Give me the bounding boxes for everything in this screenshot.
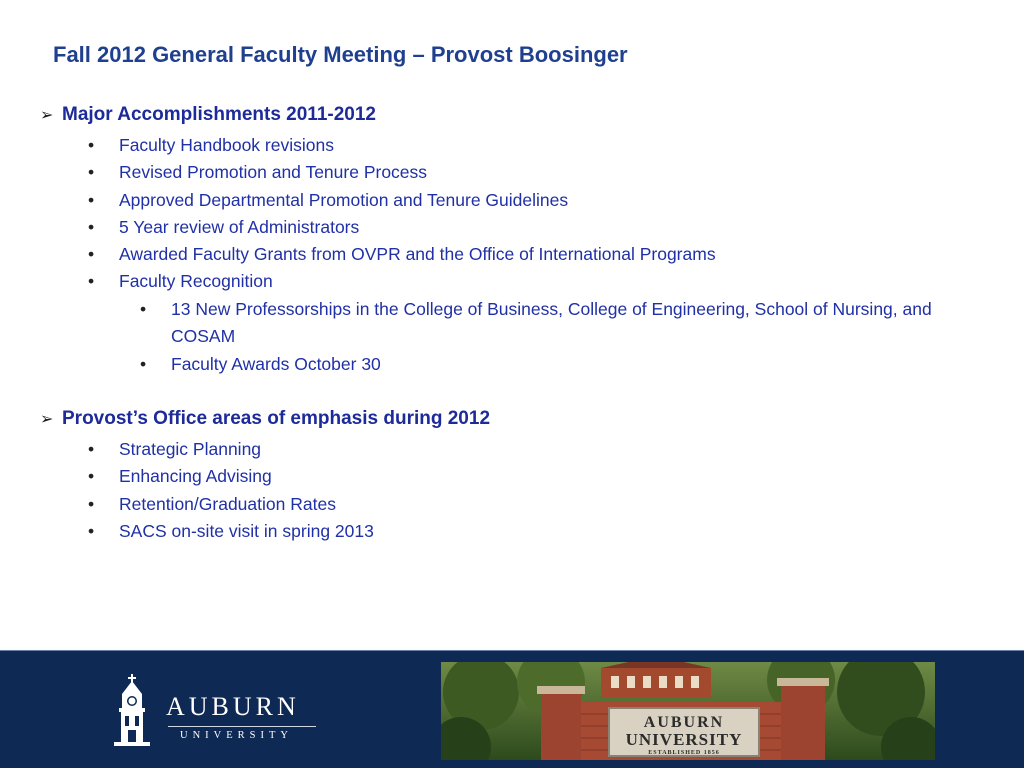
list-item: • Revised Promotion and Tenure Process: [88, 159, 716, 186]
section-heading-accomplishments: [40, 104, 376, 126]
bullet-dot-icon: •: [88, 271, 95, 292]
arrow-bullet-icon: ➢: [40, 411, 54, 428]
bullet-dot-icon: •: [140, 299, 147, 319]
accomplishments-list: [88, 132, 716, 296]
section-heading-text: Provost’s Office areas of emphasis during 2012: [62, 408, 491, 429]
logo-rule: [168, 726, 316, 727]
bullet-dot-icon: •: [88, 466, 95, 487]
list-item: • Retention/Graduation Rates: [88, 491, 374, 518]
section-heading-text: Major Accomplishments 2011-2012: [62, 104, 376, 125]
campus-sign-photo: [441, 662, 935, 760]
section-heading-emphasis: [40, 408, 490, 430]
bullet-dot-icon: •: [88, 244, 95, 265]
list-item: • SACS on-site visit in spring 2013: [88, 518, 374, 545]
logo-name: AUBURN: [166, 692, 300, 721]
bullet-dot-icon: •: [88, 135, 95, 155]
list-item: • Enhancing Advising: [88, 463, 374, 490]
sign-line-1: AUBURN: [643, 714, 725, 731]
sub-list-item: • Faculty Awards October 30: [140, 351, 960, 378]
bullet-dot-icon: •: [140, 353, 147, 374]
bullet-dot-icon: •: [88, 189, 95, 210]
bullet-dot-icon: •: [88, 439, 95, 459]
list-item: • Strategic Planning: [88, 436, 374, 463]
list-item: • 5 Year review of Administrators: [88, 214, 716, 241]
emphasis-list: [88, 436, 374, 545]
sign-line-2: UNIVERSITY: [625, 730, 743, 749]
list-item: • Faculty Handbook revisions: [88, 132, 716, 159]
sub-list-item: • 13 New Professorships in the College of Business, College of Engineering, School of Nursing, and COSAM: [140, 296, 960, 351]
university-logo: [108, 672, 328, 752]
list-item: • Awarded Faculty Grants from OVPR and the Office of International Programs: [88, 241, 716, 268]
sign-line-3: ESTABLISHED 1856: [648, 750, 720, 756]
arrow-bullet-icon: ➢: [40, 107, 54, 124]
bullet-dot-icon: •: [88, 493, 95, 514]
bullet-dot-icon: •: [88, 520, 95, 541]
clock-tower-icon: [108, 672, 158, 752]
slide-title: Fall 2012 General Faculty Meeting – Provost Boosinger: [53, 42, 628, 67]
recognition-sublist: [140, 296, 960, 378]
list-item: • Approved Departmental Promotion and Tenure Guidelines: [88, 187, 716, 214]
bullet-dot-icon: •: [88, 162, 95, 183]
logo-subtitle: UNIVERSITY: [180, 730, 293, 741]
bullet-dot-icon: •: [88, 216, 95, 237]
list-item: • Faculty Recognition: [88, 268, 716, 295]
